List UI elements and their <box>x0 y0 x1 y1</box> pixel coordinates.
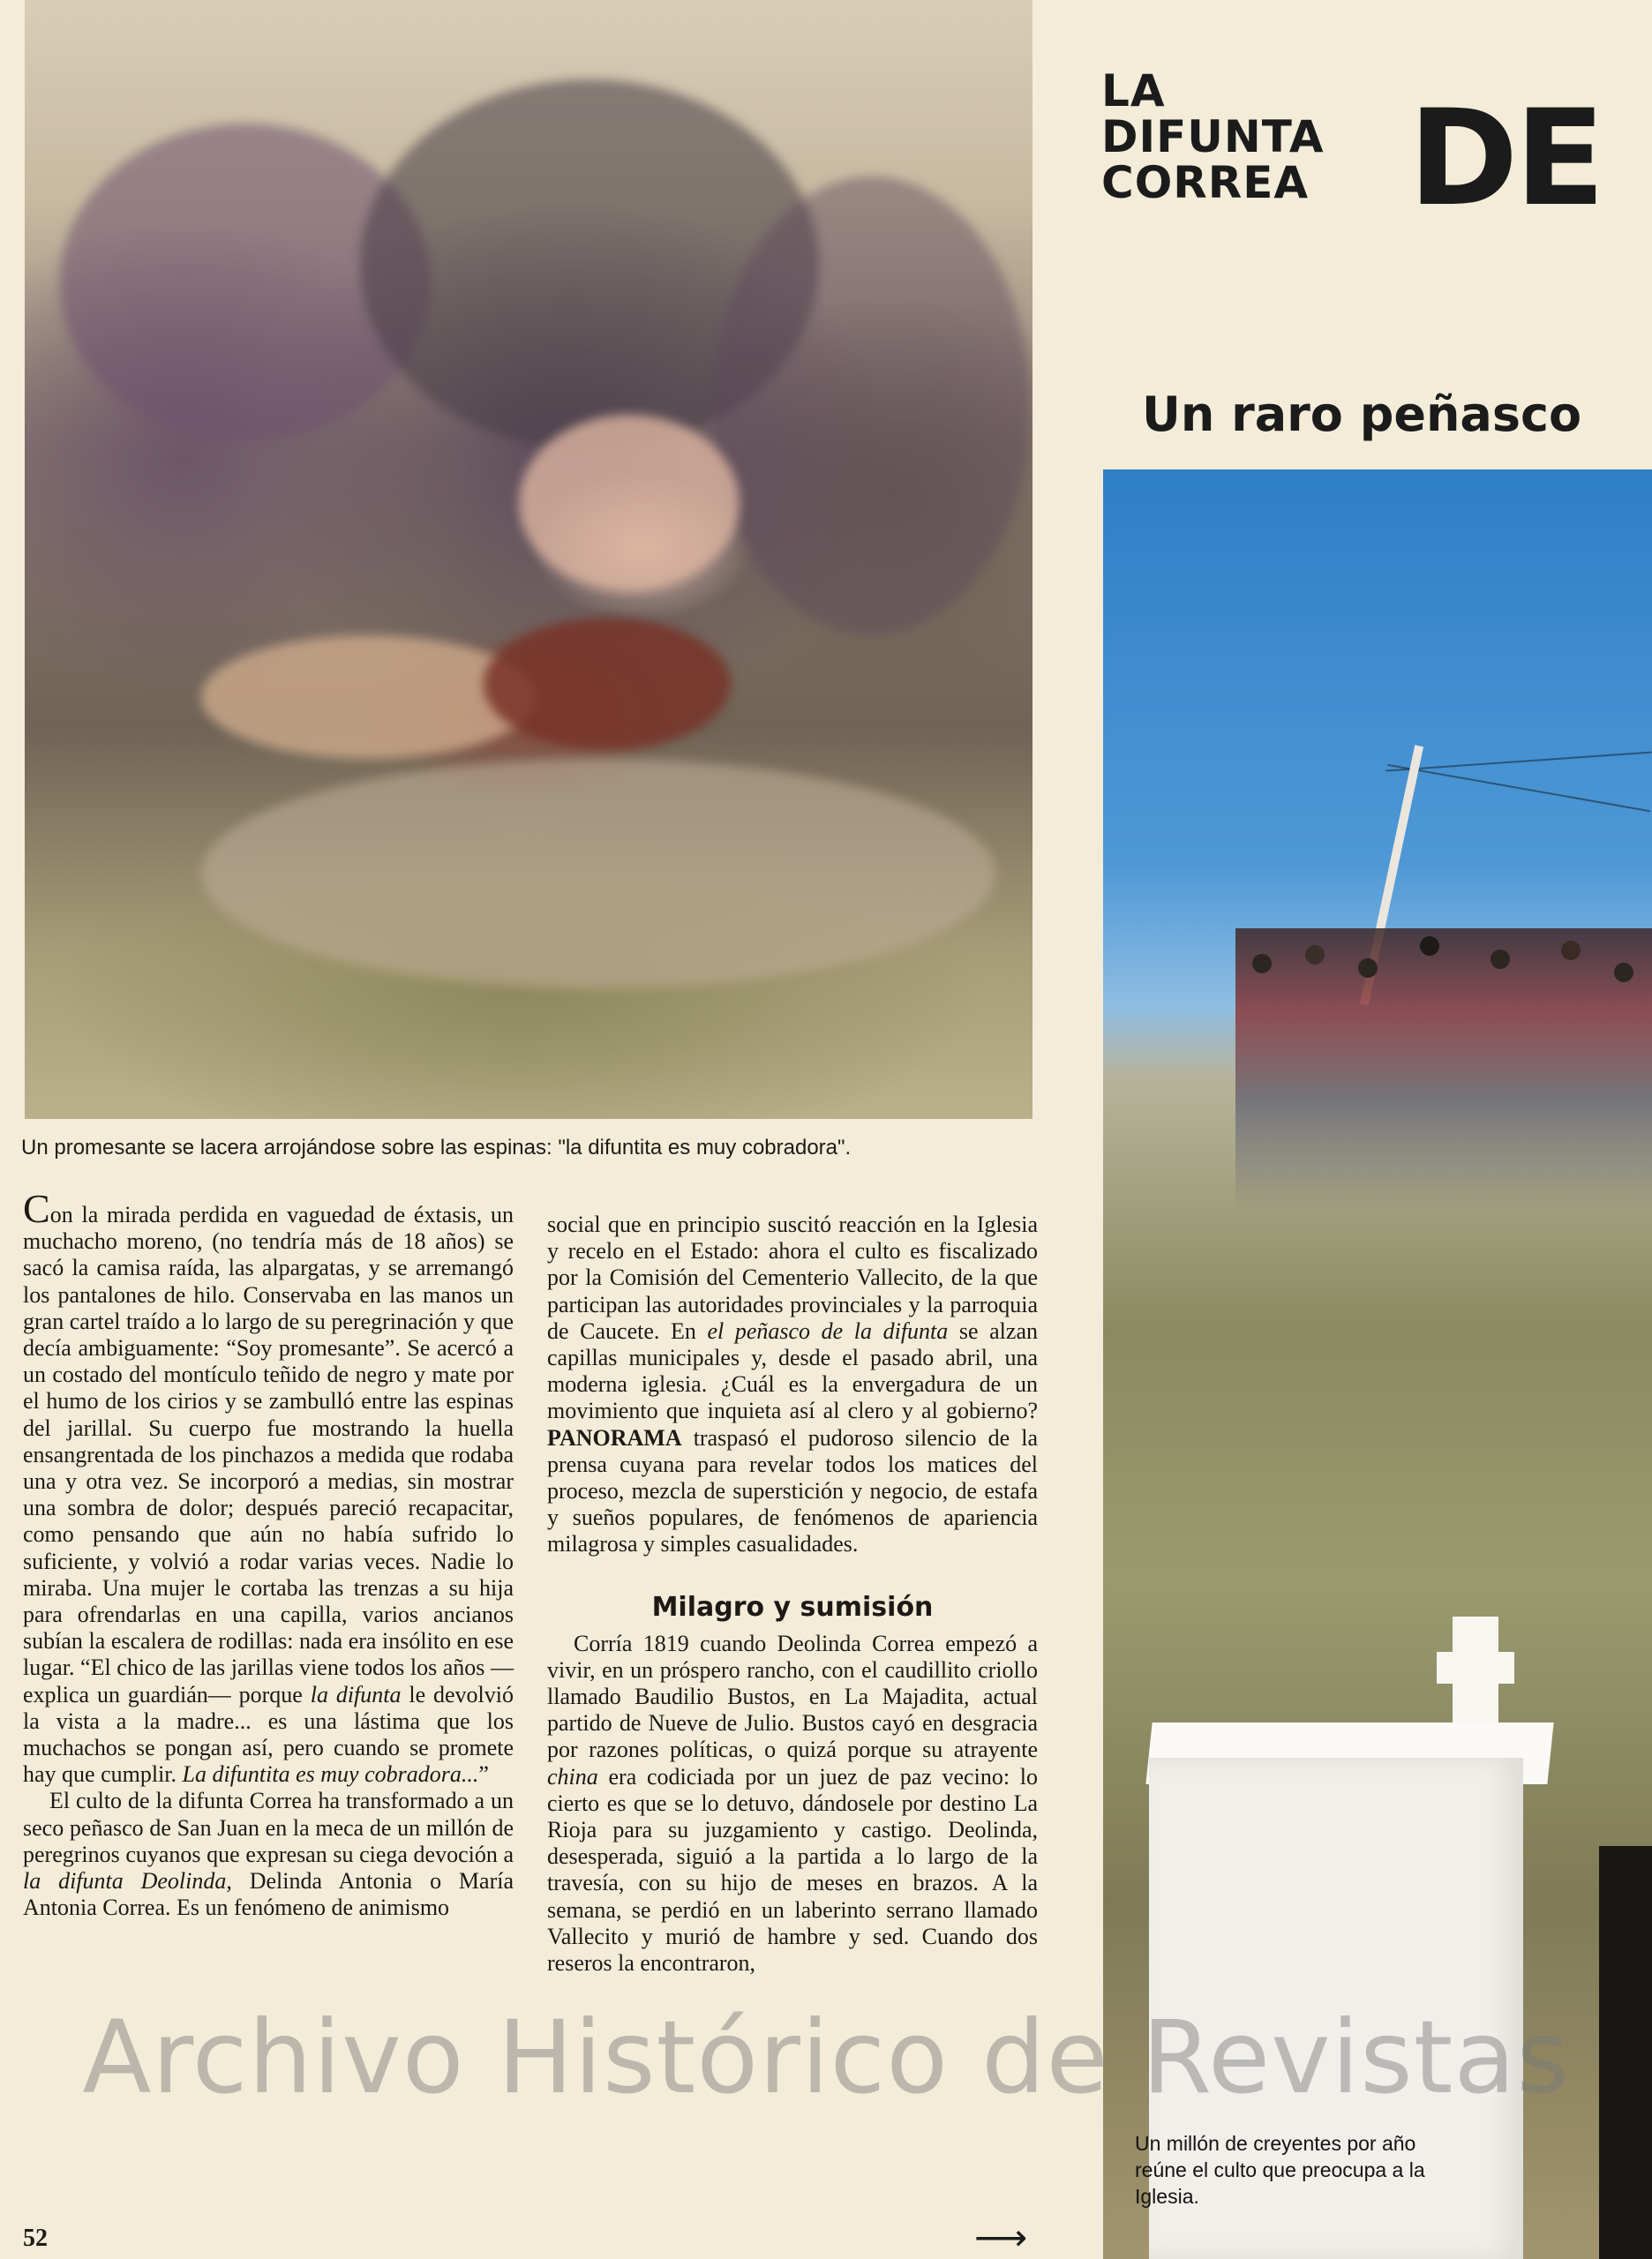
text-run-italic: la difunta Deolinda, <box>23 1868 232 1895</box>
figure-shorts <box>484 618 731 750</box>
text-run: era codiciada por un juez de paz vecino: lo cierto es que se lo detuvo, dándosele por destino La Rioja para su juzgamiento y castigo. Deolinda, desesperada, siguió a la partida a lo largo de la travesía, con su hijo de meses en brazos. A la semana, se perdió en un laberinto serrano llamado Vallecito y murió de hambre y sed. Cuando dos reseros la encontraron, <box>547 1763 1038 1977</box>
text-run: on la mirada perdida en vaguedad de éxtasis, un muchacho moreno, (no tendría más de 18 años) se sacó la camisa raída, las alpargatas, y se arremangó los pantalones de hilo. Conservaba en las manos un gran cartel traído a lo largo de su peregrinación y que decía ambiguamente: “Soy promesante”. Se acercó a un costado del montículo teñido de negro y mate por el humo de los cirios y se zambulló entre las espinas del jarillal. Su cuerpo fue mostrando la huella ensangrentada de los pinchazos a medida que rodaba una y otra vez. Se incorporó a medias, sin mostrar una sombra de dolor; después pareció recapacitar, como pensando que aún no había sufrido lo suficiente, y volvió a rodar varias veces. Nadie lo miraba. Una mujer le cortaba las trenzas a su hija para ofrendarlas en una capilla, varios ancianos subían la escalera de rodillas: nada era insólito en ese lugar. “El chico de las jarillas viene todos los años —explica un guardián— porque <box>23 1202 514 1707</box>
continue-arrow-icon: ⟶ <box>974 2217 1028 2258</box>
article-column-2 <box>547 1212 1038 1977</box>
bush-shape <box>713 176 1031 635</box>
headline-line: CORREA <box>1101 157 1310 208</box>
text-run: El culto de la difunta Correa ha transformado a un seco peñasco de San Juan en la meca de un millón de peregrinos cuyanos que expresan su ciega devoción a <box>23 1788 514 1867</box>
text-run-italic: La difuntita es muy cobradora... <box>182 1761 479 1788</box>
text-run-italic: china <box>547 1763 598 1790</box>
text-run-italic: el peñasco de la difunta <box>707 1317 949 1344</box>
headline-line: DIFUNTA <box>1101 111 1325 162</box>
text-run: se alzan capillas municipales y, desde el pasado abril, una moderna iglesia. ¿Cuál es la envergadura de un movimiento que inquieta así al clero y al gobierno? <box>547 1317 1038 1424</box>
figure-torso <box>519 415 740 591</box>
subtitle: Un raro peñasco <box>1142 387 1582 442</box>
drop-cap: C <box>23 1186 50 1231</box>
power-wire <box>1385 751 1651 771</box>
cross-shape <box>1437 1652 1514 1684</box>
paragraph <box>547 1631 1038 1978</box>
text-run: ” <box>478 1761 489 1788</box>
page-number: 52 <box>23 2225 48 2252</box>
paragraph <box>23 1186 514 1788</box>
power-wire <box>1387 764 1650 812</box>
pilgrims-photo <box>1103 469 1652 2259</box>
headline-big: DE <box>1408 82 1602 236</box>
paragraph <box>547 1212 1038 1558</box>
rocks <box>201 759 995 988</box>
text-run: le devolvió la vista a la madre... es una lástima que los muchachos se pongan así, pero cuando se promete hay que cumplir. <box>23 1681 514 1788</box>
text-run-italic: la difunta <box>310 1681 402 1707</box>
photo-caption: Un promesante se lacera arrojándose sobre las espinas: "la difuntita es muy cobradora". <box>21 1136 852 1160</box>
watermark: Archivo Histórico de Revistas <box>82 1999 1570 2116</box>
promesante-photo <box>25 0 1032 1119</box>
paragraph <box>23 1788 514 1921</box>
article-column-1 <box>23 1186 514 1921</box>
headline-lines <box>1101 65 1325 208</box>
crowd <box>1235 928 1652 1211</box>
pilgrims-caption: Un millón de creyentes por año reúne el culto que preocupa a la Iglesia. <box>1135 2132 1425 2208</box>
text-run: Delinda Antonia o María Antonia Correa. Es un fenómeno de animismo <box>23 1868 514 1921</box>
text-run: social que en principio suscitó reacción en la Iglesia y recelo en el Estado: ahora el culto es fiscalizado por la Comisión del Cementerio Vallecito, de la que participan las autoridades provinciales y la parroquia de Caucete. En <box>547 1212 1038 1344</box>
text-run-bold: PANORAMA <box>547 1424 682 1451</box>
section-subhead: Milagro y sumisión <box>651 1591 934 1623</box>
text-run: Corría 1819 cuando Deolinda Correa empezó a vivir, en un próspero rancho, con el caudillito criollo llamado Baudilio Bustos, en La Majadita, actual partido de Nueve de Julio. Bustos cayó en desgracia por razones políticas, o quizá porque su atrayente <box>547 1630 1038 1763</box>
headline-line: LA <box>1101 65 1166 116</box>
text-run: traspasó el pudoroso silencio de la prensa cuyana para revelar todos los matices del proceso, mezcla de superstición y negocio, de estafa y sueños populares, de fenómenos de apariencia milagrosa y simples casualidades. <box>547 1424 1038 1557</box>
